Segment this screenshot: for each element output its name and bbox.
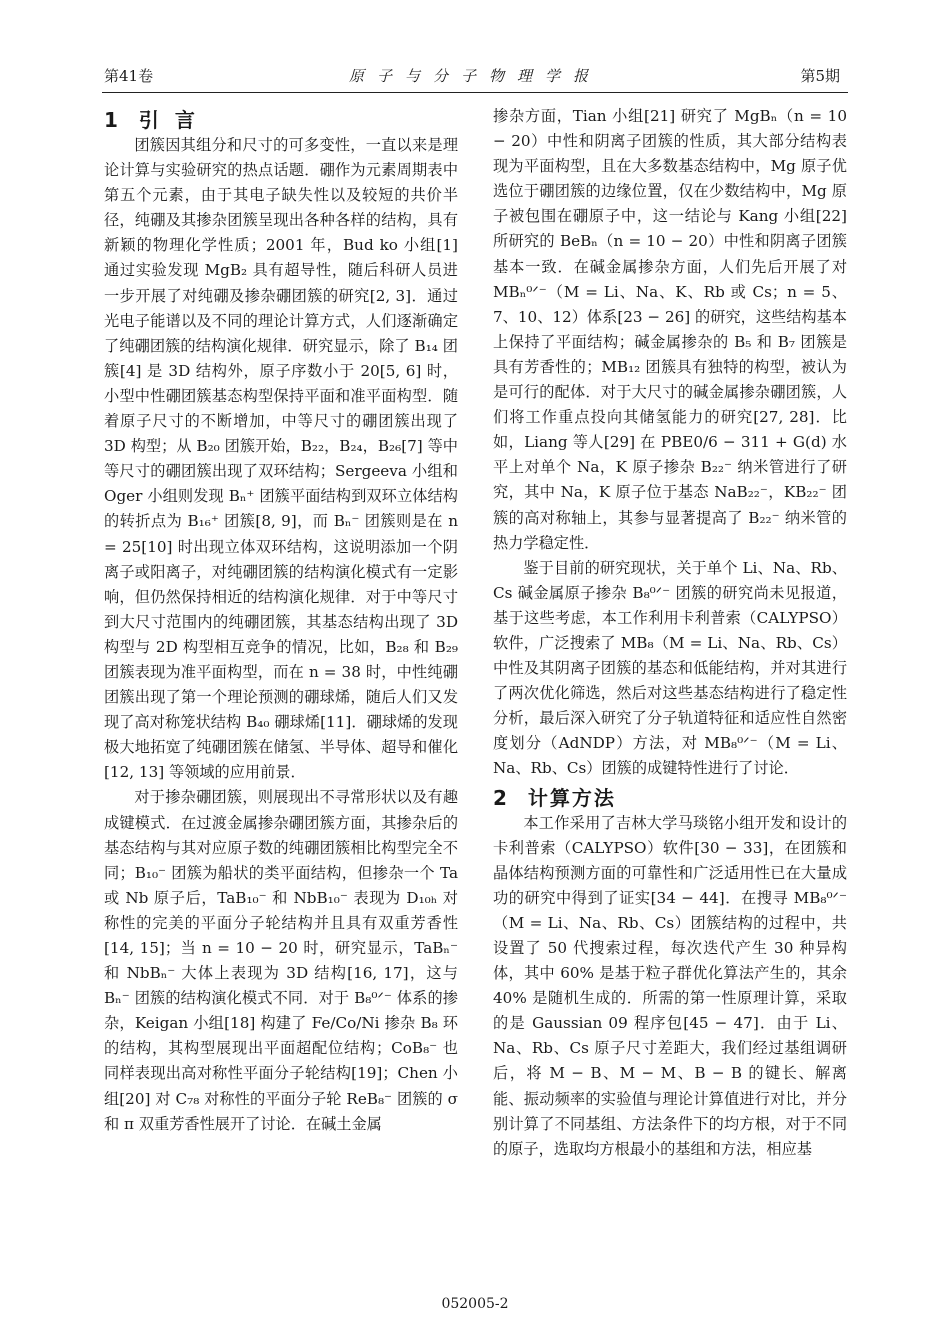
header-rule [102,92,848,93]
left-column [104,104,458,1137]
paragraph: 团簇因其组分和尺寸的可多变性，一直以来是理论计算与实验研究的热点话题．硼作为元素周期表中第五个元素，由于其电子缺失性以及较短的共价半径，纯硼及其掺杂团簇呈现出各种各样的结构，具有新颖的物理化学性质；2001 年，Bud ko 小组[1] 通过实验发现 MgB₂ 具有超导性，随后科研人员进一步开展了对纯硼及掺杂硼团簇的研究[2, 3]．通过光电子能谱以及不同的理论计算方式，人们逐渐确定了纯硼团簇的结构演化规律．研究显示，除了 B₁₄ 团簇[4] 是 3D 结构外，原子序数小于 20[5, 6] 时，小型中性硼团簇基态构型保持平面和准平面构型．随着原子尺寸的不断增加，中等尺寸的硼团簇出现了 3D 构型；从 B₂₀ 团簇开始，B₂₂，B₂₄，B₂₆[7] 等中等尺寸的硼团簇出现了双环结构；Sergeeva 小组和 Oger 小组则发现 Bₙ⁺ 团簇平面结构到双环立体结构的转折点为 B₁₆⁺ 团簇[8, 9]，而 Bₙ⁻ 团簇则是在 n = 25[10] 时出现立体双环结构，这说明添加一个阴离子或阳离子，对纯硼团簇的结构演化模式有一定影响，但仍然保持相近的结构演化规律．对于中等尺寸到大尺寸范围内的纯硼团簇，其基态结构出现了 3D 构型与 2D 构型相互竞争的情况，比如，B₂₈ 和 B₂₉ 团簇表现为准平面构型，而在 n = 38 时，中性纯硼团簇出现了第一个理论预测的硼球烯，随后人们又发现了高对称笼状结构 B₄₀ 硼球烯[11]．硼球烯的发现极大地拓宽了纯硼团簇在储氢、半导体、超导和催化[12, 13] 等领域的应用前景． [104,136,458,782]
page-number: 052005-2 [441,1296,509,1312]
section-title: 引言 [138,108,211,132]
section-number: 2 [493,785,507,810]
paragraph: 对于掺杂硼团簇，则展现出不寻常形状以及有趣成键模式．在过渡金属掺杂硼团簇方面，其掺杂后的基态结构与其对应原子数的纯硼团簇相比构型完全不同；B₁₀⁻ 团簇为船状的类平面结构，但掺杂一个 Ta 或 Nb 原子后，TaB₁₀⁻ 和 NbB₁₀⁻ 表现为 D₁₀ₕ 对称性的完美的平面分子轮结构并且具有双重芳香性[14, 15]；当 n = 10 − 20 时，研究显示，TaBₙ⁻ 和 NbBₙ⁻ 大体上表现为 3D 结构[16, 17]，这与 Bₙ⁻ 团簇的结构演化模式不同．对于 B₈⁰ᐟ⁻ 体系的掺杂，Keigan 小组[18] 构建了 Fe/Co/Ni 掺杂 B₈ 环的结构，其构型展现出平面超配位结构；CoB₈⁻ 也同样表现出高对称性平面分子轮结构[19]；Chen 小组[20] 对 C₇₈ 对称性的平面分子轮 ReB₈⁻ 团簇的 σ 和 π 双重芳香性展开了讨论．在碱土金属 [104,788,458,1133]
section-heading-methods [493,782,847,811]
section-number: 1 [104,108,118,132]
journal-issue: 第5期 [800,67,840,85]
journal-title: 原子与分子物理学报 [348,67,601,85]
section-heading-introduction [104,104,458,133]
section-title: 计算方法 [527,785,616,810]
paragraph: 本工作采用了吉林大学马琰铭小组开发和设计的卡利普索（CALYPSO）软件[30 − 33]，在团簇和晶体结构预测方面的可靠性和广泛适用性已在大量成功的研究中得到了证实[34 − 44]．在搜寻 MB₈⁰ᐟ⁻（M = Li、Na、Rb、Cs）团簇结构的过程中，共设置了 50 代搜索过程，每次迭代产生 30 种异构体，其中 60% 是基于粒子群优化算法产生的，其余 40% 是随机生成的．所需的第一性原理计算，采取的是 Gaussian 09 程序包[45 − 47]．由于 Li、Na、Rb、Cs 原子尺寸差距大，我们经过基组调研后，将 M − B、M − M、B − B 的键长、解离能、振动频率的实验值与理论计算值进行对比，并分别计算了不同基组、方法条件下的均方根，对于不同的原子，选取均方根最小的基组和方法，相应基 [493,813,847,1158]
paragraph: 掺杂方面，Tian 小组[21] 研究了 MgBₙ（n = 10 − 20）中性和阴离子团簇的性质，其大部分结构表现为平面构型，且在大多数基态结构中，Mg 原子优选位于硼团簇的边缘位置，仅在少数结构中，Mg 原子被包围在硼原子中，这一结论与 Kang 小组[22] 所研究的 BeBₙ（n = 10 − 20）中性和阴离子团簇基本一致．在碱金属掺杂方面，人们先后开展了对 MBₙ⁰ᐟ⁻（M = Li、Na、K、Rb 或 Cs；n = 5、7、10、12）体系[23 − 26] 的研究，这些结构基本上保持了平面结构；碱金属掺杂的 B₅ 和 B₇ 团簇是具有芳香性的；MB₁₂ 团簇具有独特的构型，被认为是可行的配体．对于大尺寸的碱金属掺杂硼团簇，人们将工作重点投向其储氢能力的研究[27, 28]．比如，Liang 等人[29] 在 PBE0/6 − 311 + G(d) 水平上对单个 Na，K 原子掺杂 B₂₂⁻ 纳米管进行了研究，其中 Na，K 原子位于基态 NaB₂₂⁻，KB₂₂⁻ 团簇的高对称轴上，其参与显著提高了 B₂₂⁻ 纳米管的热力学稳定性． [493,107,847,552]
journal-volume: 第41卷 [104,67,154,85]
paragraph: 鉴于目前的研究现状，关于单个 Li、Na、Rb、Cs 碱金属原子掺杂 B₈⁰ᐟ⁻ 团簇的研究尚未见报道，基于这些考虑，本工作利用卡利普索（CALYPSO）软件，广泛搜索了 MB₈（M = Li、Na、Rb、Cs）中性及其阴离子团簇的基态和低能结构，并对其进行了两次优化筛选，然后对这些基态结构进行了稳定性分析，最后深入研究了分子轨道特征和适应性自然密度划分（AdNDP）方法，对 MB₈⁰ᐟ⁻（M = Li、Na、Rb、Cs）团簇的成键特性进行了讨论． [493,558,847,778]
right-column [493,104,847,1162]
